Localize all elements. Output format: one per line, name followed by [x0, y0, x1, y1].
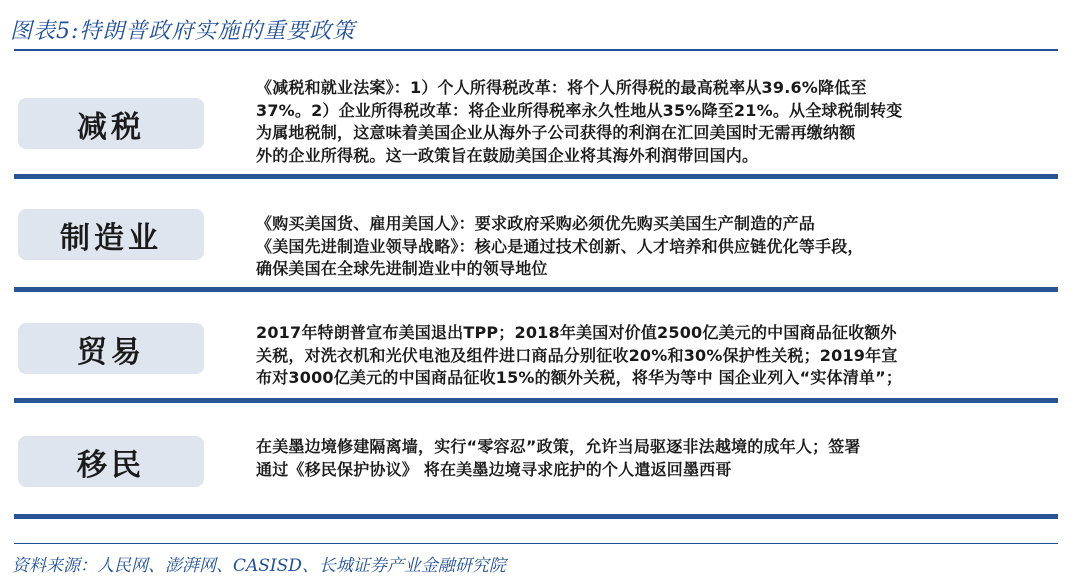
description-line: 为属地税制，这意味着美国企业从海外子公司获得的利润在汇回美国时无需再缴纳额: [256, 123, 856, 142]
page-title: 图表5:特朗普政府实施的重要政策: [10, 19, 356, 44]
policy-row-tax: [14, 71, 1058, 175]
policy-description: [256, 436, 1046, 481]
category-label: 减税: [18, 98, 204, 149]
row-divider: [14, 398, 1058, 403]
description-line: 《减税和就业法案》：1）个人所得税改革：将个人所得税的最高税率从39.6%降低至: [256, 78, 867, 97]
policy-row-immigration: [14, 412, 1058, 512]
category-label: 制造业: [18, 209, 204, 260]
policy-description: [256, 322, 1046, 390]
policy-description: [256, 213, 1046, 281]
description-line: 关税，对洗衣机和光伏电池及组件进口商品分别征收20%和30%保护性关税；2019年宣: [256, 345, 898, 365]
row-divider: [14, 514, 1058, 519]
description-line: 确保美国在全球先进制造业中的领导地位: [256, 259, 548, 278]
source-note: 资料来源：人民网、澎湃网、CASISD、长城证券产业金融研究院: [12, 556, 506, 576]
description-line: 布对3000亿美元的中国商品征收15%的额外关税，将华为等中 国企业列入“实体清单”；: [256, 368, 903, 387]
description-line: 《购买美国货、雇用美国人》：要求政府采购必须优先购买美国生产制造的产品: [256, 214, 816, 233]
category-label: 移民: [18, 436, 204, 487]
description-line: 在美墨边境修建隔离墙，实行“零容忍”政策，允许当局驱逐非法越境的成年人；签署: [256, 437, 861, 456]
row-divider: [14, 287, 1058, 292]
policy-description: [256, 77, 1046, 167]
description-line: 37%。2）企业所得税改革：将企业所得税率永久性地从35%降至21%。从全球税制转变: [256, 100, 903, 120]
description-line: 2017年特朗普宣布美国退出TPP；2018年美国对价值2500亿美元的中国商品征收额外: [256, 323, 897, 342]
description-line: 《美国先进制造业领导战略》：核心是通过技术创新、人才培养和供应链优化等手段，: [256, 236, 864, 256]
description-line: 外的企业所得税。这一政策旨在鼓励美国企业将其海外利润带回国内。: [256, 145, 759, 165]
policy-row-manufacturing: [14, 186, 1058, 286]
source-rule: [14, 543, 1058, 544]
title-rule: [14, 49, 1058, 51]
policy-row-trade: [14, 300, 1058, 398]
category-label: 贸易: [18, 323, 204, 374]
row-divider: [14, 174, 1058, 179]
description-line: 通过《移民保护协议》 将在美墨边境寻求庇护的个人遣返回墨西哥: [256, 459, 732, 479]
